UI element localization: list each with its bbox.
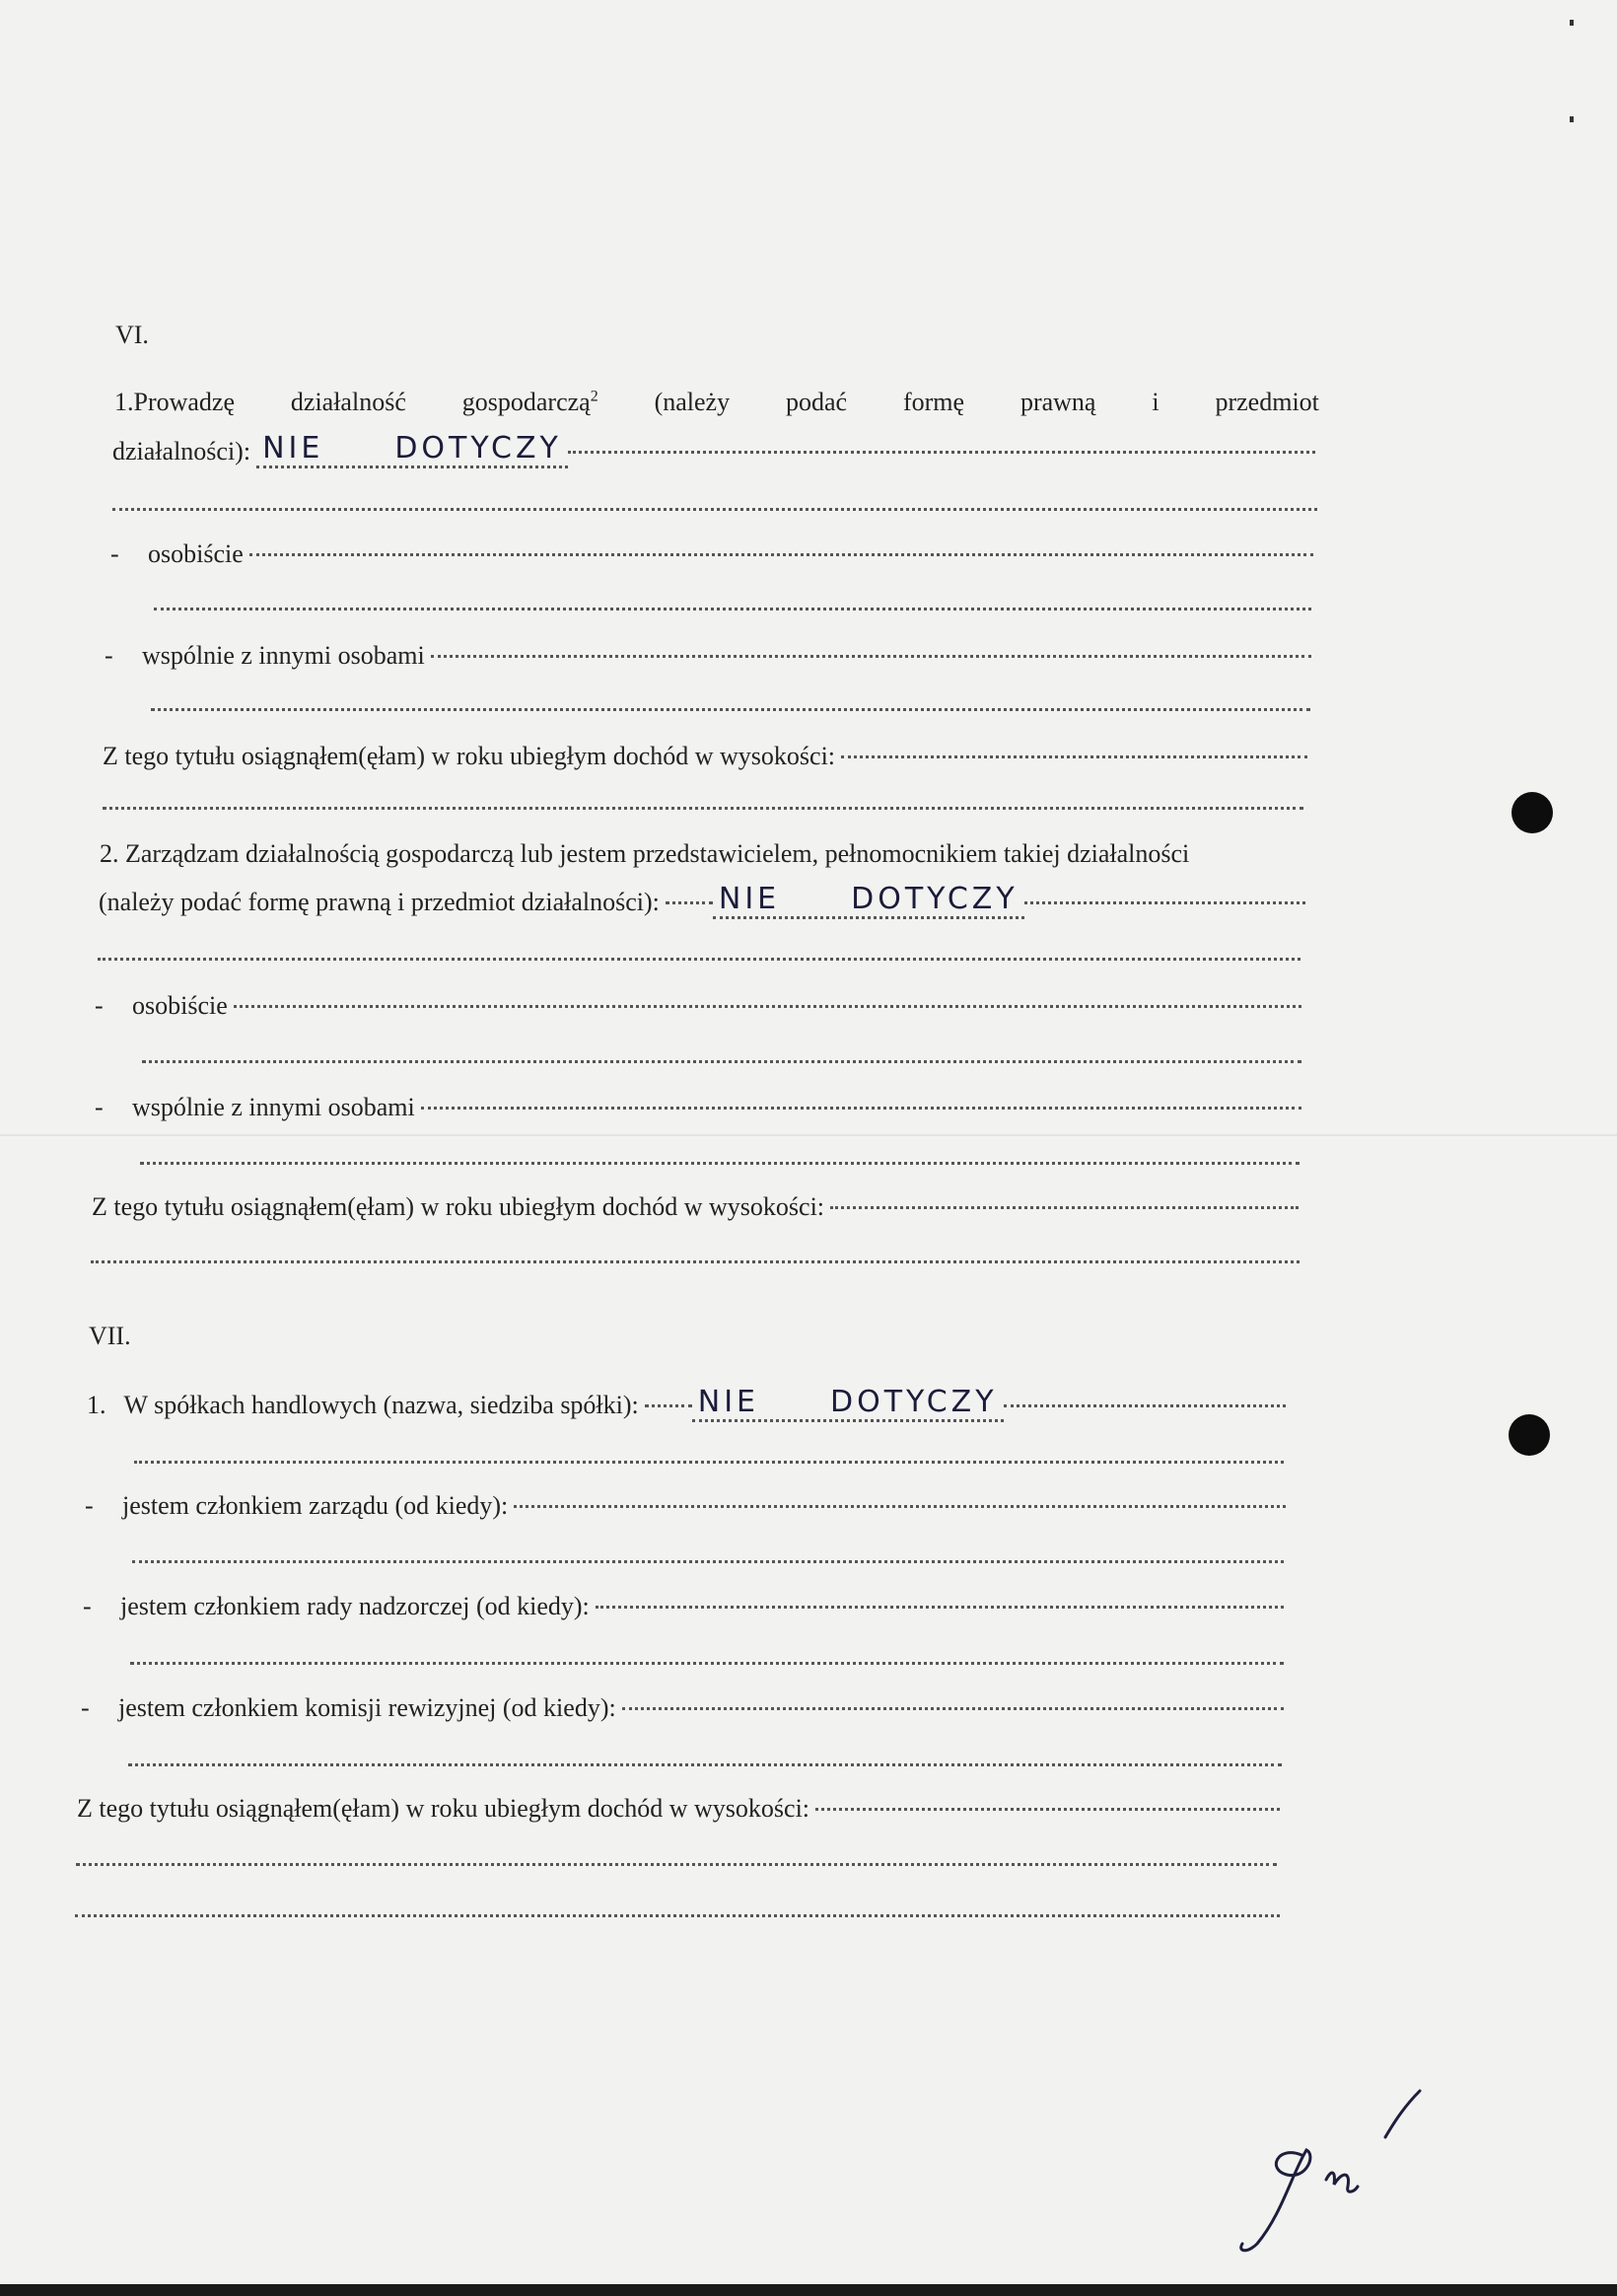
signature [1237, 2076, 1474, 2263]
field-label: jestem członkiem zarządu (od kiedy): [122, 1491, 509, 1520]
field-label: działalności): [112, 437, 251, 466]
punch-hole [1512, 792, 1553, 833]
vi-item1-answer-row [112, 431, 1315, 470]
dash: - [110, 539, 119, 568]
handwriting: NIE [697, 1385, 760, 1419]
dash: - [105, 641, 113, 670]
field-label: (należy podać formę prawną i przedmiot działalności): [99, 888, 660, 916]
dotted-leader [249, 553, 1313, 556]
field-label: Z tego tytułu osiągnąłem(ęłam) w roku ubiegłym dochód w wysokości: [103, 742, 836, 770]
dotted-line [98, 958, 1301, 961]
dotted-line [76, 1863, 1277, 1866]
vi-item2-dochod-row [92, 1190, 1299, 1224]
vi-item1-osobiscie-row [110, 538, 1313, 571]
field-label: osobiście [132, 991, 228, 1020]
scan-speck [1570, 20, 1574, 26]
field-label: 2. Zarządzam działalnością gospodarczą lub jestem przedstawicielem, pełnomocnikiem takiej działalności [100, 839, 1190, 868]
handwriting: NIE [718, 882, 781, 916]
word-with-footnote [462, 388, 598, 417]
word: działalność [290, 388, 406, 416]
field-label: wspólnie z innymi osobami [132, 1093, 415, 1121]
punch-hole [1509, 1414, 1550, 1456]
dotted-line [134, 1461, 1284, 1464]
vi-item2-osobiscie-row [95, 989, 1301, 1023]
dotted-leader [431, 655, 1311, 658]
dotted-leader [596, 1606, 1284, 1609]
dash: - [85, 1491, 94, 1520]
field-label: Z tego tytułu osiągnąłem(ęłam) w roku ubiegłym dochód w wysokości: [92, 1192, 825, 1221]
dotted-line [75, 1914, 1280, 1917]
vii-item1-row [87, 1385, 1286, 1424]
field-label: W spółkach handlowych (nazwa, siedziba spółki): [123, 1391, 639, 1419]
word: gospodarczą [461, 388, 591, 416]
dotted-leader [841, 755, 1307, 758]
field-label: jestem członkiem komisji rewizyjnej (od kiedy): [118, 1693, 616, 1722]
dash: - [81, 1693, 90, 1722]
vii-komisja-row [81, 1691, 1284, 1725]
dotted-leader [514, 1505, 1286, 1508]
vi-item2-wspolnie-row [95, 1091, 1301, 1124]
handwritten-answer [692, 1386, 1004, 1422]
word: 1.Prowadzę [114, 388, 236, 416]
dotted-leader [568, 451, 1315, 454]
handwritten-answer [713, 883, 1024, 919]
dotted-line [132, 1560, 1284, 1563]
dotted-leader [1024, 901, 1305, 904]
dotted-line [130, 1662, 1284, 1665]
handwriting: DOTYCZY [851, 882, 1019, 916]
dotted-leader [815, 1808, 1280, 1811]
dotted-leader [666, 901, 713, 904]
vii-dochod-row [77, 1792, 1280, 1826]
word: formę [902, 388, 965, 416]
field-label: osobiście [148, 539, 244, 568]
dotted-line [91, 1260, 1300, 1263]
item-number: 1. [87, 1391, 106, 1419]
handwriting: NIE [262, 431, 324, 466]
dotted-leader [830, 1206, 1299, 1209]
dotted-leader [1004, 1404, 1286, 1407]
dotted-line [142, 1060, 1301, 1063]
dotted-line [103, 807, 1303, 810]
word: prawną [1019, 388, 1096, 416]
word: przedmiot [1215, 388, 1319, 416]
vi-item2-line1 [100, 837, 1314, 871]
vi-item1-dochod-row [103, 740, 1307, 773]
scan-edge [0, 2284, 1617, 2296]
footnote-ref: 2 [590, 388, 598, 405]
dotted-leader [421, 1107, 1301, 1110]
vii-zarzad-row [85, 1489, 1286, 1523]
dotted-line [112, 508, 1317, 511]
dash: - [95, 1093, 104, 1121]
handwriting: DOTYCZY [830, 1385, 998, 1419]
word: podać [785, 388, 848, 416]
scan-speck [1570, 116, 1574, 122]
vi-item2-answer-row [99, 882, 1305, 921]
vi-item1-wspolnie-row [105, 639, 1311, 673]
dotted-line [140, 1162, 1300, 1165]
vi-item1-line1 [114, 388, 1319, 417]
field-label: wspólnie z innymi osobami [142, 641, 425, 670]
word: (należy [654, 388, 731, 416]
section-vii-heading: VII. [89, 1322, 131, 1350]
vii-rada-row [83, 1590, 1284, 1623]
dotted-leader [622, 1707, 1284, 1710]
dash: - [83, 1592, 92, 1620]
dash: - [95, 991, 104, 1020]
dotted-line [154, 608, 1311, 610]
dotted-line [128, 1763, 1282, 1766]
handwritten-answer [256, 432, 568, 468]
dotted-leader [234, 1005, 1301, 1008]
dotted-leader [645, 1404, 692, 1407]
handwriting: DOTYCZY [394, 431, 562, 466]
dotted-line [151, 708, 1310, 711]
paper-fold [0, 1134, 1617, 1136]
field-label: Z tego tytułu osiągnąłem(ęłam) w roku ubiegłym dochód w wysokości: [77, 1794, 810, 1823]
word: i [1152, 388, 1160, 416]
field-label: jestem członkiem rady nadzorczej (od kiedy): [120, 1592, 590, 1620]
section-vi-heading: VI. [115, 321, 149, 349]
